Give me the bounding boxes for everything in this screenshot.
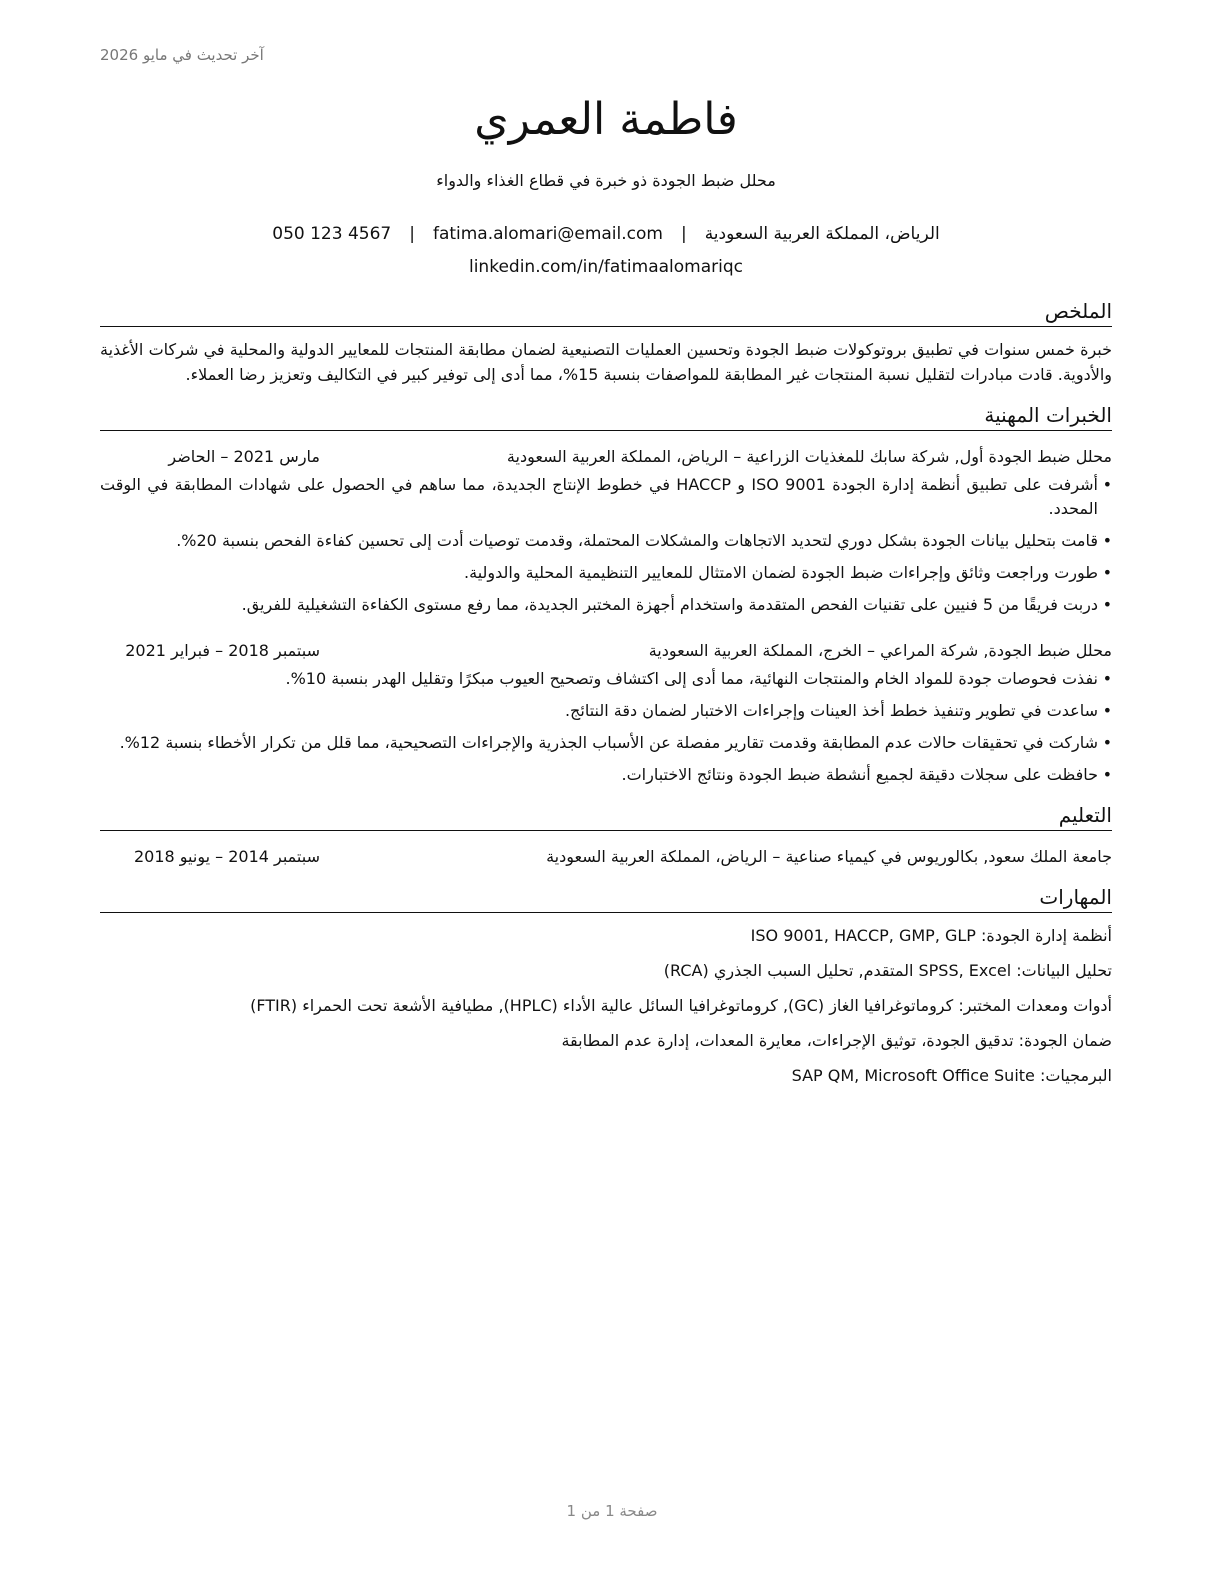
job-dates: سبتمبر 2018 – فبراير 2021 <box>125 641 320 660</box>
job-bullets <box>100 473 1112 617</box>
linkedin-link[interactable]: linkedin.com/in/fatimaalomariqc <box>468 257 743 277</box>
list-item: • طورت وراجعت وثائق وإجراءات ضبط الجودة لضمان الامتثال للمعايير التنظيمية المحلية والدولية. <box>100 561 1112 585</box>
education-entry <box>100 845 1112 869</box>
last-updated-note: آخر تحديث في مايو 2026 <box>100 46 264 64</box>
skill-item: البرمجيات: SAP QM, Microsoft Office Suite <box>791 1066 1112 1085</box>
location-text: الرياض، المملكة العربية السعودية <box>704 224 940 244</box>
contact-line <box>100 222 1112 246</box>
job-entry <box>100 639 1112 787</box>
list-item: • شاركت في تحقيقات حالات عدم المطابقة وقدمت تقارير مفصلة عن الأسباب الجذرية والإجراءات التصحيحية، مما قلل من تكرار الأخطاء بنسبة 12%. <box>100 731 1112 755</box>
candidate-name: فاطمة العمري <box>474 94 738 145</box>
skills-list <box>100 924 1112 1088</box>
separator: | <box>680 224 687 244</box>
list-item: • حافظت على سجلات دقيقة لجميع أنشطة ضبط الجودة ونتائج الاختبارات. <box>100 763 1112 787</box>
page-number: صفحة 1 من 1 <box>566 1502 658 1520</box>
list-item: • أشرفت على تطبيق أنظمة إدارة الجودة ISO 9001 و HACCP في خطوط الإنتاج الجديدة، مما ساهم في الحصول على شهادات المطابقة في الوقت المحدد. <box>100 473 1112 521</box>
summary-text: خبرة خمس سنوات في تطبيق بروتوكولات ضبط الجودة وتحسين العمليات التصنيعية لضمان مطابقة المنتجات للمعايير الدولية والمحلية في شركات الأغذية والأدوية. قادت مبادرات لتقليل نسبة المنتجات غير المطابقة للمواصفات بنسبة 15%، مما أدى إلى توفير كبير في التكاليف وتعزيز رضا العملاء. <box>100 340 1112 384</box>
job-title: محلل ضبط الجودة, شركة المراعي – الخرج، المملكة العربية السعودية <box>648 641 1112 660</box>
email-link[interactable]: fatima.alomari@email.com <box>432 224 663 244</box>
job-dates: مارس 2021 – الحاضر <box>168 447 320 466</box>
skills-heading: المهارات <box>100 883 1112 913</box>
list-item: • نفذت فحوصات جودة للمواد الخام والمنتجات النهائية، مما أدى إلى اكتشاف وتصحيح العيوب مبكرًا وتقليل الهدر بنسبة 10%. <box>100 667 1112 691</box>
skill-item: ضمان الجودة: تدقيق الجودة، توثيق الإجراءات، معايرة المعدات، إدارة عدم المطابقة <box>561 1031 1112 1050</box>
skill-item: أدوات ومعدات المختبر: كروماتوغرافيا الغاز (GC), كروماتوغرافيا السائل عالية الأداء (HPLC), مطيافية الأشعة تحت الحمراء (FTIR) <box>250 996 1112 1015</box>
education-heading: التعليم <box>100 801 1112 831</box>
list-item: • ساعدت في تطوير وتنفيذ خطط أخذ العينات وإجراءات الاختبار لضمان دقة النتائج. <box>100 699 1112 723</box>
list-item: • دربت فريقًا من 5 فنيين على تقنيات الفحص المتقدمة واستخدام أجهزة المختبر الجديدة، مما رفع مستوى الكفاءة التشغيلية للفريق. <box>100 593 1112 617</box>
list-item: • قامت بتحليل بيانات الجودة بشكل دوري لتحديد الاتجاهات والمشكلات المحتملة، وقدمت توصيات أدت إلى تحسين كفاءة الفحص بنسبة 20%. <box>100 529 1112 553</box>
skill-item: تحليل البيانات: SPSS, Excel المتقدم, تحليل السبب الجذري (RCA) <box>663 961 1112 980</box>
job-title: محلل ضبط الجودة أول, شركة سابك للمغذيات الزراعية – الرياض، المملكة العربية السعودية <box>506 447 1112 466</box>
summary-heading: الملخص <box>100 297 1112 327</box>
phone-text: 050 123 4567 <box>272 224 392 244</box>
experience-heading: الخبرات المهنية <box>100 401 1112 431</box>
skill-item: أنظمة إدارة الجودة: ISO 9001, HACCP, GMP, GLP <box>750 926 1112 945</box>
resume-document <box>100 90 1112 1088</box>
education-degree: جامعة الملك سعود, بكالوريوس في كيمياء صناعية – الرياض، المملكة العربية السعودية <box>546 847 1112 866</box>
education-dates: سبتمبر 2014 – يونيو 2018 <box>133 847 320 866</box>
candidate-tagline: محلل ضبط الجودة ذو خبرة في قطاع الغذاء والدواء <box>436 171 776 190</box>
separator: | <box>409 224 415 244</box>
job-entry <box>100 445 1112 617</box>
job-bullets <box>100 667 1112 787</box>
